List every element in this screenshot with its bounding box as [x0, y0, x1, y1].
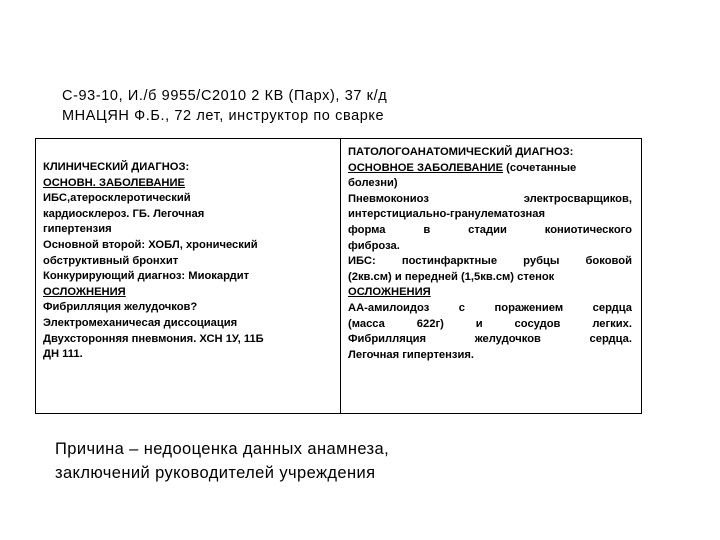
case-header-line-2: МНАЦЯН Ф.Б., 72 лет, инструктор по сварке [62, 108, 385, 124]
clinical-line: ИБС,атеросклеротический [43, 192, 191, 205]
pathological-diagnosis-title: ПАТОЛОГОАНАТОМИЧЕСКИЙ ДИАГНОЗ: [348, 146, 574, 158]
pathological-line: Пневмокониоз электросварщиков, [348, 192, 632, 205]
pathological-line: ИБС: постинфарктные рубцы боковой [348, 255, 632, 268]
cause-line-1: Причина – недооценка данных анамнеза, [55, 440, 390, 458]
pathological-main-disease-heading: ОСНОВНОЕ ЗАБОЛЕВАНИЕ [348, 161, 504, 174]
pathological-complication: Фибрилляция желудочков сердца. [348, 333, 632, 346]
pathological-complication: АА-амилоидоз с поражением сердца [348, 301, 632, 314]
cause-line-2: заключений руководителей учреждения [55, 464, 376, 482]
clinical-complication: Двухсторонняя пневмония. ХСН 1У, 11Б [43, 332, 264, 345]
clinical-complications-heading: ОСЛОЖНЕНИЯ [43, 285, 126, 298]
clinical-line: гипертензия [43, 223, 112, 236]
pathological-line: болезни) [348, 177, 398, 190]
pathological-main-disease-heading-line [348, 161, 632, 177]
pathological-complications-heading: ОСЛОЖНЕНИЯ [348, 286, 431, 299]
pathological-line: форма в стадии кониотического [348, 223, 632, 236]
pathological-complication: (масса 622г) и сосудов легких. [348, 317, 632, 330]
clinical-line: кардиосклероз. ГБ. Легочная [43, 207, 205, 220]
case-header-line-1: С-93-10, И./б 9955/С2010 2 КВ (Парх), 37 к/д [62, 88, 388, 104]
clinical-line: Основной второй: ХОБЛ, хронический [43, 238, 258, 251]
clinical-diagnosis-column [36, 139, 341, 413]
pathological-line: интерстициально-гранулематозная [348, 208, 546, 221]
cause-conclusion [55, 437, 655, 485]
clinical-complication: Электромеханичесая диссоциация [43, 316, 238, 329]
pathological-line: (2кв.см) и передней (1,5кв.см) стенок [348, 270, 555, 283]
pathological-diagnosis-column [341, 139, 641, 413]
clinical-complication: Фибрилляция желудочков? [43, 301, 198, 314]
pathological-main-disease-suffix: (сочетанные [503, 161, 577, 174]
pathological-line: фиброза. [348, 239, 400, 252]
pathological-complication: Легочная гипертензия. [348, 348, 474, 361]
clinical-line: Конкурирующий диагноз: Миокардит [43, 270, 250, 283]
diagnosis-table [35, 138, 642, 414]
clinical-diagnosis-title: КЛИНИЧЕСКИЙ ДИАГНОЗ: [43, 161, 190, 173]
clinical-complication: ДН 111. [43, 348, 83, 361]
clinical-line: обструктивный бронхит [43, 254, 179, 267]
case-header [62, 86, 682, 126]
clinical-main-disease-heading: ОСНОВН. ЗАБОЛЕВАНИЕ [43, 176, 185, 189]
